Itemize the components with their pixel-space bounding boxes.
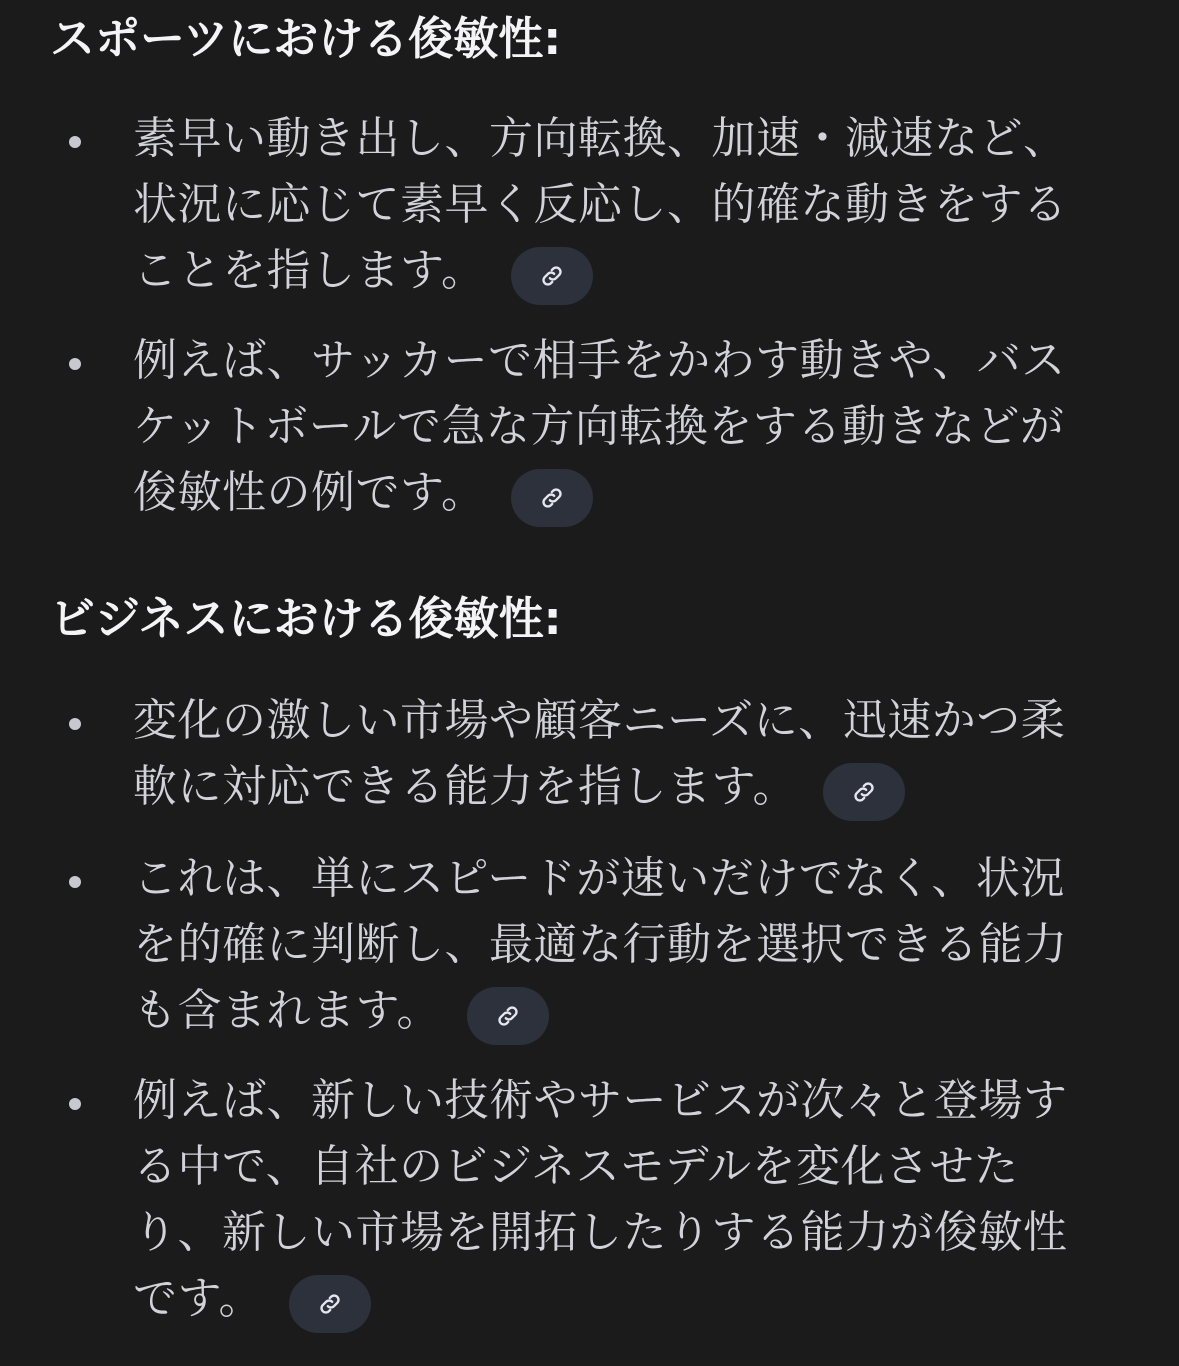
bullet-dot	[69, 1098, 81, 1110]
link-icon	[539, 263, 565, 289]
list-item	[0, 106, 1103, 328]
bullet-dot	[69, 876, 81, 888]
source-link-chip[interactable]	[467, 987, 549, 1045]
bullet-dot	[69, 718, 81, 730]
section-heading-sports: スポーツにおける俊敏性:	[50, 12, 562, 65]
link-icon	[851, 779, 877, 805]
link-icon	[495, 1003, 521, 1029]
list-item	[0, 328, 1103, 550]
list-item-text: 変化の激しい市場や顧客ニーズに、迅速かつ柔軟に対応できる能力を指します。	[133, 695, 1066, 812]
list-item	[0, 1068, 1103, 1358]
business-bullet-list	[0, 688, 1179, 1358]
source-link-chip[interactable]	[511, 469, 593, 527]
source-link-chip[interactable]	[289, 1275, 371, 1333]
list-item-text: 例えば、サッカーで相手をかわす動きや、バスケットボールで急な方向転換をする動きなどが俊敏性の例です。	[133, 335, 1066, 518]
bullet-dot	[69, 136, 81, 148]
bullet-dot	[69, 358, 81, 370]
list-item-text: 素早い動き出し、方向転換、加速・減速など、状況に応じて素早く反応し、的確な動きをすることを指します。	[133, 113, 1068, 296]
source-link-chip[interactable]	[511, 247, 593, 305]
list-item	[0, 846, 1103, 1068]
list-item-text: これは、単にスピードが速いだけでなく、状況を的確に判断し、最適な行動を選択できる能力も含まれます。	[133, 853, 1068, 1036]
list-item	[0, 688, 1103, 846]
section-heading-business: ビジネスにおける俊敏性:	[50, 592, 562, 645]
link-icon	[539, 485, 565, 511]
sports-bullet-list	[0, 106, 1179, 550]
list-item-text: 例えば、新しい技術やサービスが次々と登場する中で、自社のビジネスモデルを変化させたり、新しい市場を開拓したりする能力が俊敏性です。	[133, 1075, 1068, 1324]
link-icon	[317, 1291, 343, 1317]
source-link-chip[interactable]	[823, 763, 905, 821]
